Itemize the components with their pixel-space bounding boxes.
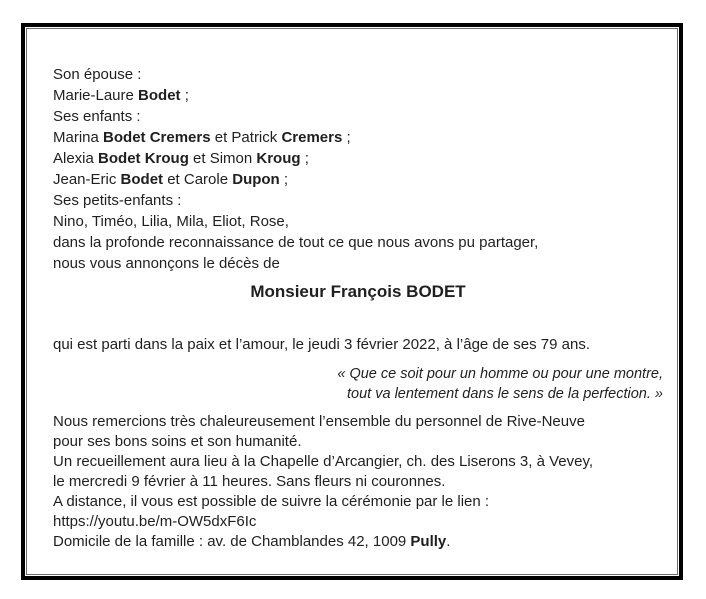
family-line: Jean-Eric Bodet et Carole Dupon ;: [53, 171, 289, 188]
family-line: Alexia Bodet Kroug et Simon Kroug ;: [53, 150, 309, 167]
family-intro-block: [53, 64, 663, 274]
death-date-line: qui est parti dans la paix et l’amour, le jeudi 3 février 2022, à l’âge de ses 79 ans.: [53, 336, 590, 353]
quote-line: « Que ce soit pour un homme ou pour une montre,: [337, 366, 663, 382]
family-line: dans la profonde reconnaissance de tout ce que nous avons pu partager,: [53, 234, 539, 251]
family-line: Ses petits-enfants :: [53, 192, 182, 209]
document-frame-inner-line: [26, 28, 678, 575]
deceased-name-title: Monsieur François BODET: [250, 282, 466, 301]
closing-line: Un recueillement aura lieu à la Chapelle d’Arcangier, ch. des Liserons 3, à Vevey,: [53, 453, 594, 470]
document-frame: [21, 23, 683, 580]
closing-block: [53, 412, 663, 552]
closing-line: Nous remercions très chaleureusement l’ensemble du personnel de Rive-Neuve: [53, 413, 585, 430]
closing-line: le mercredi 9 février à 11 heures. Sans fleurs ni couronnes.: [53, 473, 446, 490]
closing-line: A distance, il vous est possible de suivre la cérémonie par le lien :: [53, 493, 490, 510]
obituary-content: [27, 29, 677, 574]
closing-line: Domicile de la famille : av. de Chamblandes 42, 1009 Pully.: [53, 533, 451, 550]
family-line: Marina Bodet Cremers et Patrick Cremers ;: [53, 129, 351, 146]
family-line: nous vous annonçons le décès de: [53, 255, 280, 272]
family-line: Ses enfants :: [53, 108, 141, 125]
quote-line: tout va lentement dans le sens de la perfection. »: [347, 386, 663, 402]
family-line: Marie-Laure Bodet ;: [53, 87, 189, 104]
family-line: Nino, Timéo, Lilia, Mila, Eliot, Rose,: [53, 213, 289, 230]
family-line: Son épouse :: [53, 66, 142, 83]
closing-line: pour ses bons soins et son humanité.: [53, 433, 302, 450]
ceremony-link-url: https://youtu.be/m-OW5dxF6Ic: [53, 513, 257, 530]
memorial-quote: [53, 364, 663, 404]
